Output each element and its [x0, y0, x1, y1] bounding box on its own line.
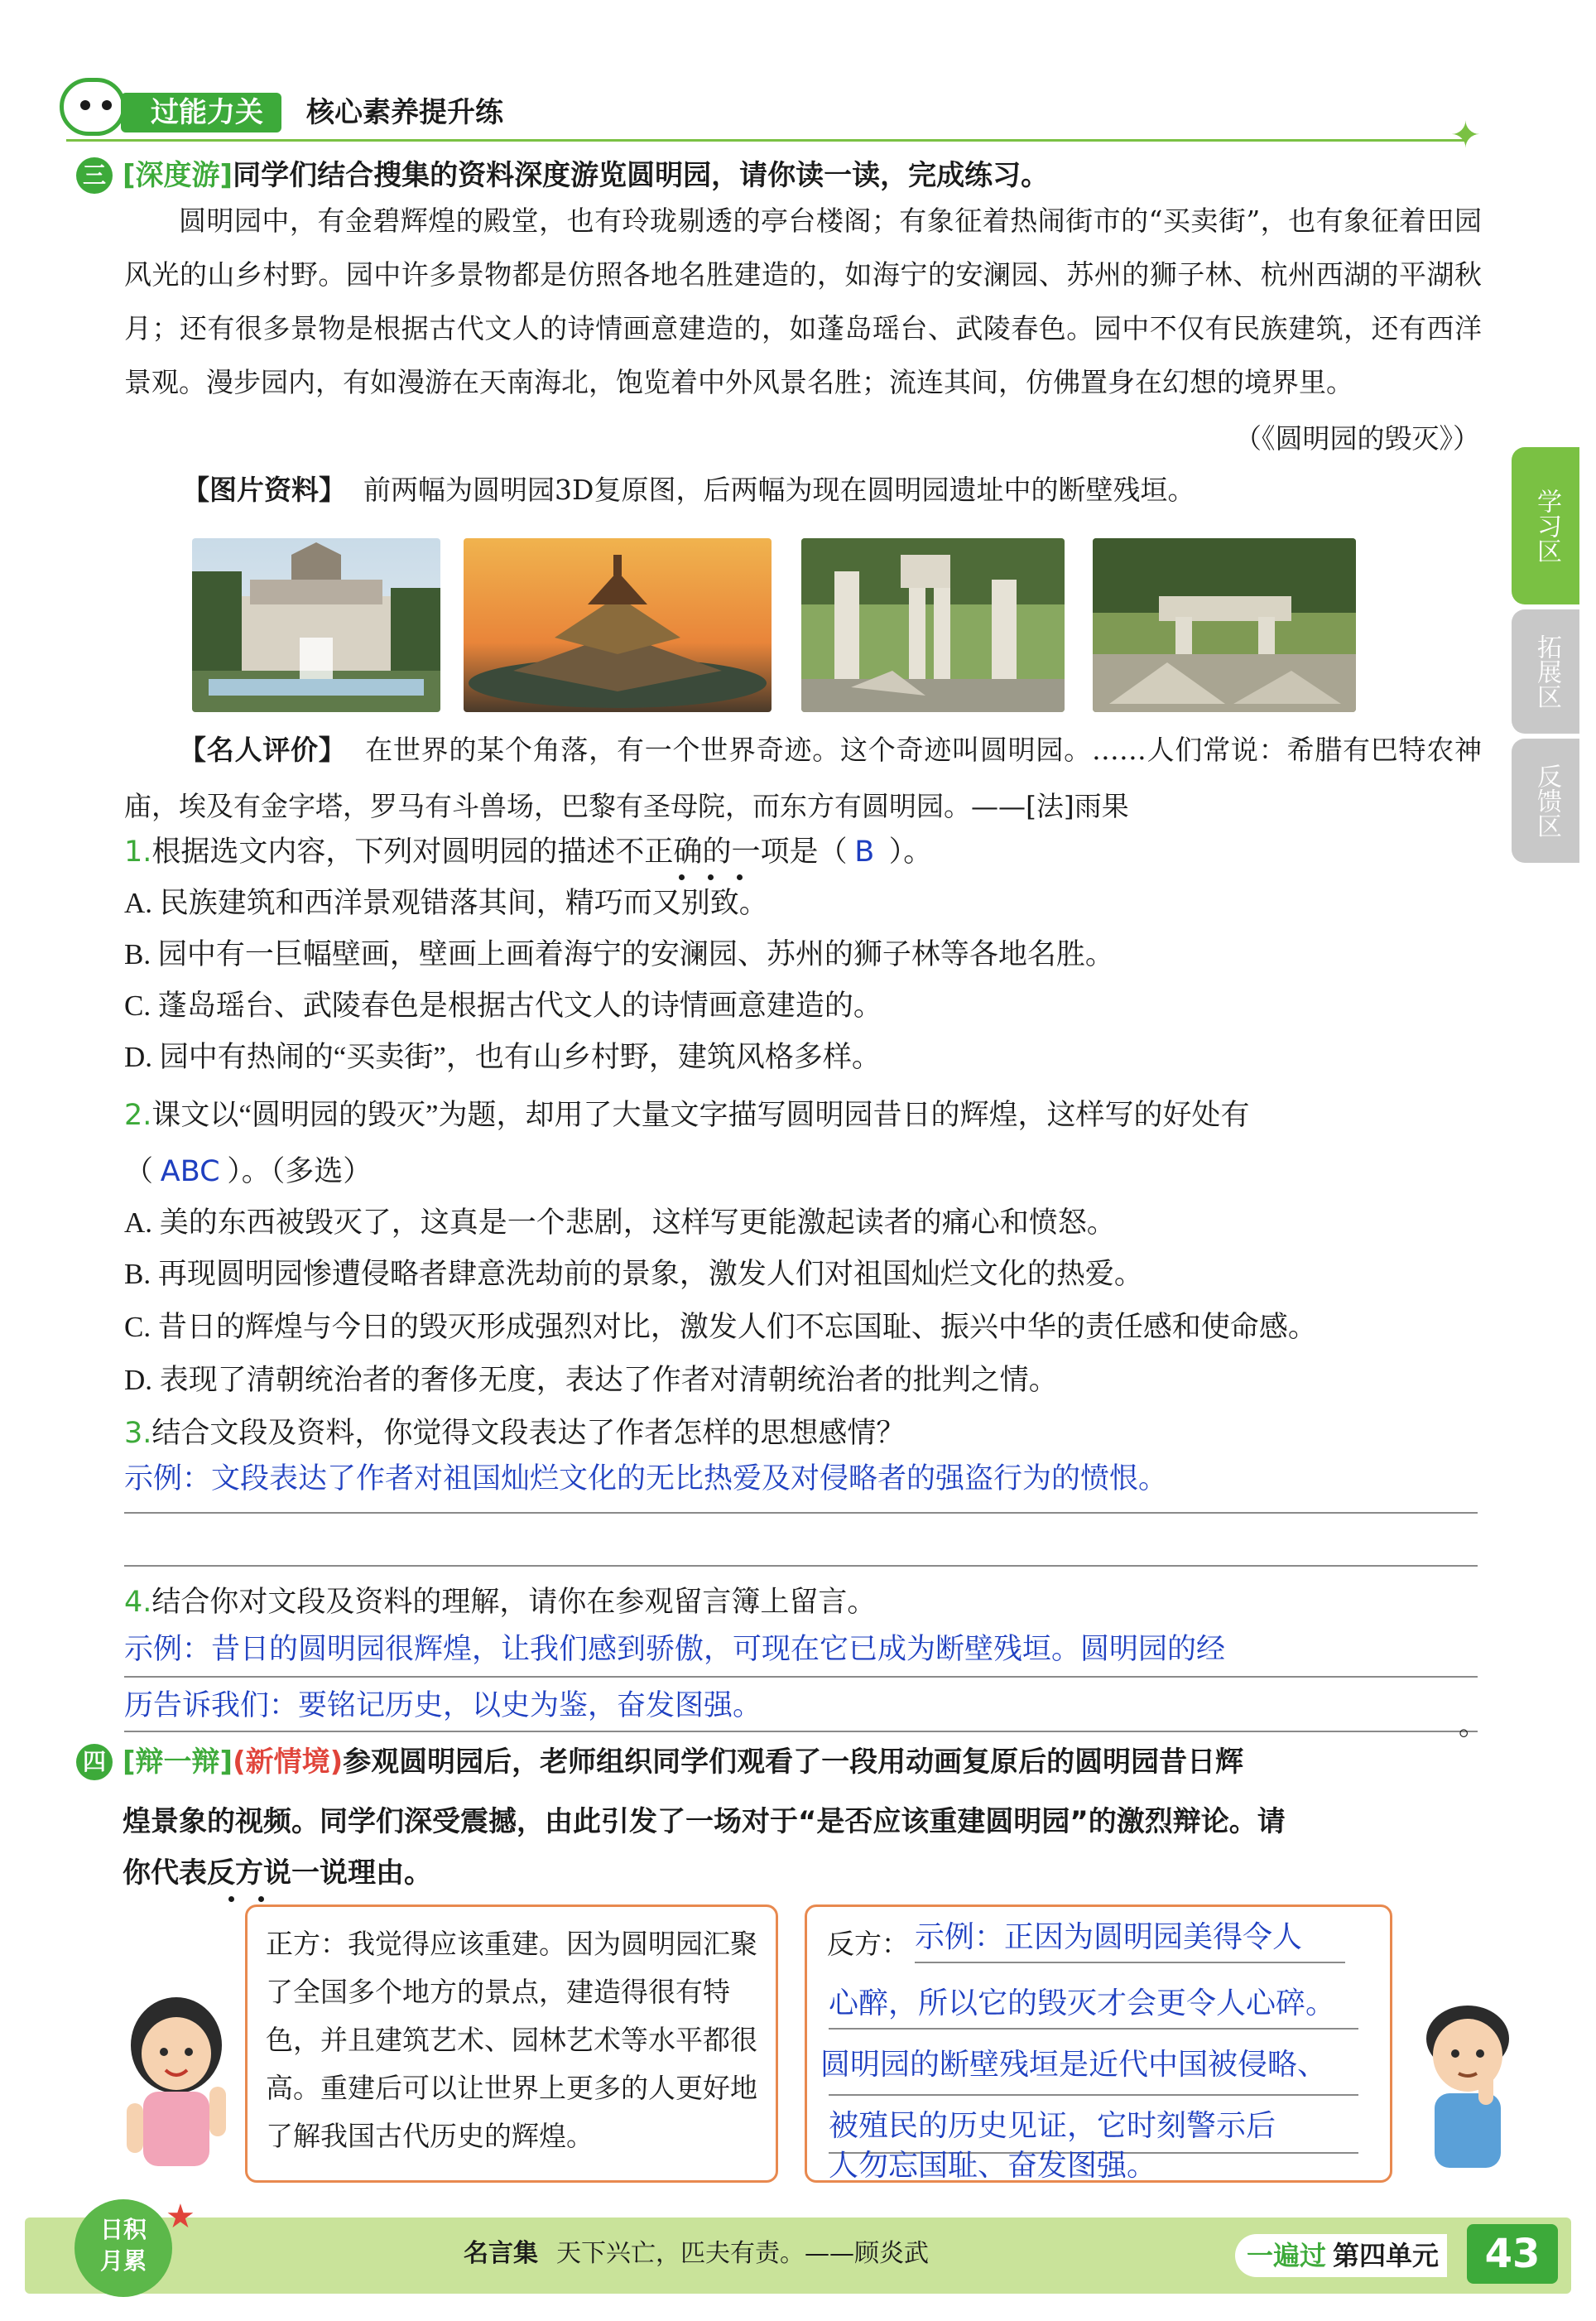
- footer-unit: [1235, 2234, 1447, 2277]
- question-1: [124, 831, 1482, 873]
- passage-source: （《圆明园的毁灭》）: [1234, 422, 1480, 455]
- side-tab-feedback[interactable]: 反馈区: [1512, 739, 1579, 863]
- end-mark: 。: [1459, 1709, 1487, 1742]
- emphasis-text: 不正确: [615, 835, 703, 868]
- con-answer-line1[interactable]: 示例：正因为圆明园美得令人: [915, 1920, 1303, 1954]
- question-3: [124, 1413, 1482, 1454]
- emphasis-dot: [228, 1896, 234, 1902]
- con-answer-line5[interactable]: 人勿忘国耻、奋发图强。: [829, 2149, 1157, 2183]
- header-subtitle: 核心素养提升练: [306, 96, 503, 129]
- question-number: 4.: [124, 1586, 152, 1619]
- emphasis-dot: [737, 874, 743, 880]
- con-answer-line2[interactable]: 心醉，所以它的毁灭才会更令人心碎。: [829, 1986, 1336, 2020]
- con-argument-box: [805, 1904, 1392, 2183]
- question-number: 3.: [124, 1417, 152, 1450]
- question-text: ）。（多选）: [227, 1155, 373, 1187]
- star-icon: ★: [166, 2198, 195, 2236]
- famous-quote: [124, 722, 1482, 835]
- question-text: 根据选文内容，下列对圆明园的描述: [151, 835, 616, 868]
- quote-text: 在世界的某个角落，有一个世界奇迹。这个奇迹叫圆明园。……人们常说：希腊有巴特农神庙，埃及有金字塔，罗马有斗兽场，巴黎有圣母院，而东方有圆明园。——[法]雨果: [124, 734, 1483, 822]
- section-tag-new: (新情境): [233, 1746, 344, 1779]
- section-text-line: [123, 1848, 1480, 1898]
- footer-brand: 一遍过: [1247, 2240, 1327, 2271]
- star-icon: ✦: [1450, 114, 1481, 156]
- con-label: 反方：: [827, 1928, 909, 1960]
- photo-ruins-1: [801, 538, 1065, 712]
- section-heading: [123, 1737, 1480, 1787]
- answer-line: [829, 2028, 1358, 2030]
- section-number: 三: [76, 157, 113, 194]
- option-1b[interactable]: B. 园中有一巨幅壁画，壁画上画着海宁的安澜园、苏州的狮子林等各地名胜。: [124, 938, 1114, 970]
- answer-line: [124, 1731, 1478, 1732]
- emphasis-dot: [679, 874, 685, 880]
- side-tab-study[interactable]: 学习区: [1512, 447, 1579, 604]
- con-answer-line4[interactable]: 被殖民的历史见证，它时刻警示后: [829, 2109, 1276, 2143]
- question-4: [124, 1582, 1482, 1623]
- footer-unit-label: 第四单元: [1333, 2240, 1440, 2271]
- question-text: ）。: [888, 835, 933, 868]
- option-2c[interactable]: C. 昔日的辉煌与今日的毁灭形成强烈对比，激发人们不忘国耻、振兴中华的责任感和使命感。: [124, 1311, 1317, 1343]
- question-2-answer-line: [124, 1151, 1482, 1192]
- answer-line: [124, 1676, 1478, 1678]
- photo-ruins-2: [1093, 538, 1356, 712]
- header-divider: [66, 139, 1465, 142]
- picture-text: 前两幅为圆明园3D复原图，后两幅为现在圆明园遗址中的断壁残垣。: [363, 474, 1195, 506]
- answer-line: [915, 1962, 1345, 1963]
- footer-quote-label: 名言集: [464, 2239, 538, 2268]
- photo-reconstruction-1: [192, 538, 440, 712]
- option-1a[interactable]: A. 民族建筑和西洋景观错落其间，精巧而又别致。: [124, 887, 768, 919]
- question-number: 2.: [124, 1099, 152, 1132]
- boy-character-icon: [1397, 1987, 1538, 2186]
- question-text: 的一项是（: [702, 835, 848, 868]
- question-2: [124, 1095, 1482, 1136]
- section-tag: [深度游]: [123, 159, 233, 192]
- footer-quote-text: 天下兴亡，匹夫有责。——顾炎武: [556, 2239, 929, 2268]
- footer-badge-line: 日积: [99, 2216, 147, 2243]
- emphasis-dot: [258, 1896, 264, 1902]
- option-2b[interactable]: B. 再现圆明园惨遭侵略者肆意洗劫前的景象，激发人们对祖国灿烂文化的热爱。: [124, 1258, 1143, 1290]
- question-number: 1.: [124, 835, 152, 869]
- footer-badge-line: 月累: [99, 2247, 147, 2275]
- quote-label: 【名人评价】: [179, 734, 347, 766]
- girl-character-icon: [106, 1987, 247, 2186]
- section-title: 同学们结合搜集的资料深度游览圆明园，请你读一读，完成练习。: [233, 159, 1050, 192]
- option-2d[interactable]: D. 表现了清朝统治者的奢侈无度，表达了作者对清朝统治者的批判之情。: [124, 1364, 1058, 1396]
- question-text: 结合你对文段及资料的理解，请你在参观留言簿上留言。: [151, 1586, 877, 1618]
- con-answer-line3[interactable]: 圆明园的断壁残垣是近代中国被侵略、: [820, 2048, 1328, 2082]
- answer-line: [124, 1512, 1478, 1514]
- answer-q4-line1[interactable]: 示例：昔日的圆明园很辉煌，让我们感到骄傲，可现在它已成为断壁残垣。圆明园的经: [124, 1633, 1226, 1666]
- section-text-line: [123, 1797, 1480, 1847]
- side-tab-extend[interactable]: 拓展区: [1512, 609, 1579, 734]
- pro-argument-text: 正方：我觉得应该重建。因为圆明园汇聚了全国多个地方的景点，建造得很有特色，并且建筑艺术、园林艺术等水平都很高。重建后可以让世界上更多的人更好地了解我国古代历史的辉煌。: [266, 1928, 757, 2152]
- answer-q4-line2[interactable]: 历告诉我们：要铭记历史，以史为鉴，奋发图强。: [124, 1689, 762, 1722]
- paren: （: [124, 1155, 154, 1187]
- question-text: 课文以“圆明园的毁灭”为题，却用了大量文字描写圆明园昔日的辉煌，这样写的好处有: [151, 1099, 1250, 1131]
- answer-q2[interactable]: ABC: [160, 1155, 220, 1188]
- section-heading: [123, 151, 1480, 200]
- footer-quote: [464, 2236, 929, 2272]
- footer-badge: [75, 2199, 172, 2297]
- answer-line: [124, 1565, 1478, 1567]
- section-text: 你代表反方说一说理由。: [123, 1856, 432, 1890]
- answer-q3[interactable]: 示例：文段表达了作者对祖国灿烂文化的无比热爱及对侵略者的强盗行为的愤恨。: [124, 1462, 1168, 1495]
- section-tag: [辩一辩]: [123, 1746, 233, 1779]
- page-number: 43: [1467, 2224, 1558, 2284]
- question-text: 结合文段及资料，你觉得文段表达了作者怎样的思想感情？: [151, 1417, 906, 1449]
- header-badge: 过能力关: [121, 93, 281, 132]
- page-header: [66, 86, 1473, 136]
- option-1d[interactable]: D. 园中有热闹的“买卖街”，也有山乡村野，建筑风格多样。: [124, 1041, 881, 1073]
- emphasis-dot: [708, 874, 714, 880]
- option-2a[interactable]: A. 美的东西被毁灭了，这真是一个悲剧，这样写更能激起读者的痛心和愤怒。: [124, 1206, 1116, 1239]
- picture-label: 【图片资料】: [182, 474, 346, 506]
- page-footer: [0, 2198, 1596, 2321]
- photo-reconstruction-2: [464, 538, 772, 712]
- answer-q1[interactable]: B: [854, 835, 875, 869]
- option-1c[interactable]: C. 蓬岛瑶台、武陵春色是根据古代文人的诗情画意建造的。: [124, 990, 882, 1022]
- section-number: 四: [76, 1744, 113, 1780]
- section-text: 煌景象的视频。同学们深受震撼，由此引发了一场对于“是否应该重建圆明园”的激烈辩论。请: [123, 1805, 1286, 1838]
- section-text: 参观圆明园后，老师组织同学们观看了一段用动画复原后的圆明园昔日辉: [343, 1746, 1244, 1779]
- picture-caption: [182, 465, 1482, 515]
- pro-argument-box: [245, 1904, 778, 2183]
- passage: 圆明园中，有金碧辉煌的殿堂，也有玲珑剔透的亭台楼阁；有象征着热闹街市的“买卖街”，也有象征着田园风光的山乡村野。园中许多景物都是仿照各地名胜建造的，如海宁的安澜园、苏州的狮子林、杭州西湖的平湖秋月；还有很多景物是根据古代文人的诗情画意建造的，如蓬岛瑶台、武陵春色。园中不仅有民族建筑，还有西洋景观。漫步园内，有如漫游在天南海北，饱览着中外风景名胜；流连其间，仿佛置身在幻想的境界里。: [124, 205, 1482, 398]
